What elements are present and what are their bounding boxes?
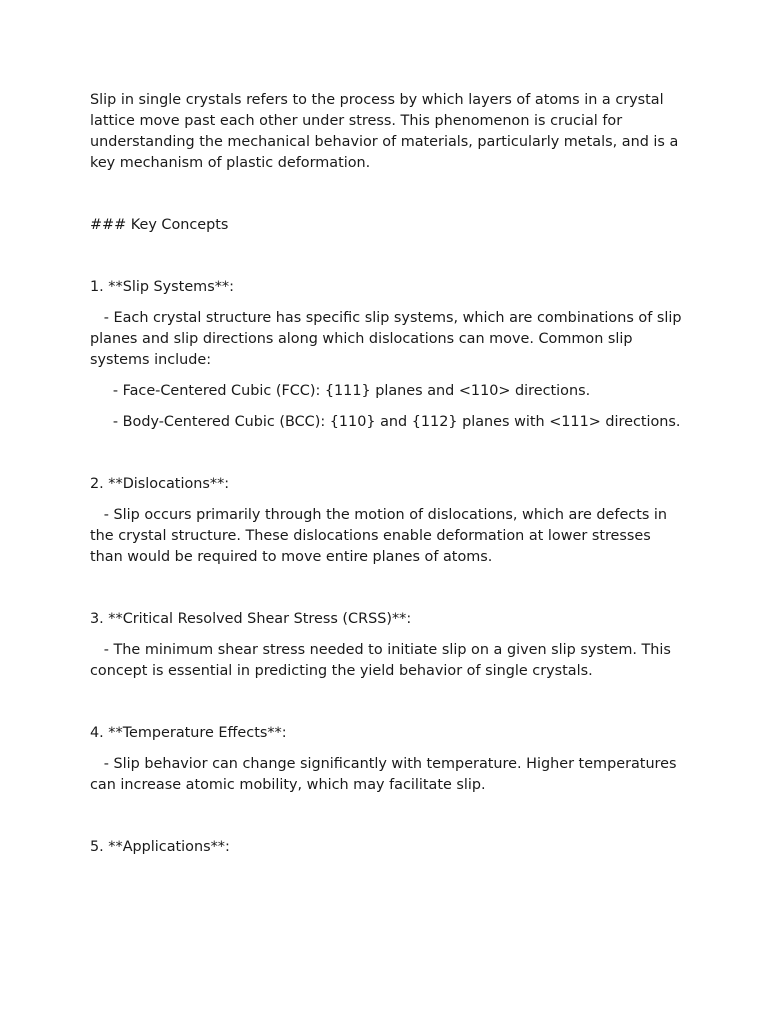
item-title-slip-systems: 1. **Slip Systems**: (90, 279, 234, 295)
item-subpoint-fcc: - Face-Centered Cubic (FCC): {111} planes and <110> directions. (90, 383, 591, 399)
item-subpoint-bcc: - Body-Centered Cubic (BCC): {110} and {112} planes with <111> directions. (90, 414, 681, 430)
document-page (90, 90, 686, 868)
section-heading: ### Key Concepts (90, 217, 229, 233)
item-body-temperature: - Slip behavior can change significantly with temperature. Higher temperatures can increase atomic mobility, which may facilitate slip. (90, 756, 682, 793)
item-title-dislocations: 2. **Dislocations**: (90, 476, 230, 492)
item-body-crss: - The minimum shear stress needed to initiate slip on a given slip system. This concept is essential in predicting the yield behavior of single crystals. (90, 642, 676, 679)
item-title-temperature: 4. **Temperature Effects**: (90, 725, 287, 741)
item-body-slip-systems: - Each crystal structure has specific slip systems, which are combinations of slip planes and slip directions along which dislocations can move. Common slip systems include: (90, 310, 687, 368)
intro-paragraph: Slip in single crystals refers to the process by which layers of atoms in a crystal lattice move past each other under stress. This phenomenon is crucial for understanding the mechanical behavior of materials, particularly metals, and is a key mechanism of plastic deformation. (90, 92, 683, 171)
item-body-dislocations: - Slip occurs primarily through the motion of dislocations, which are defects in the crystal structure. These dislocations enable deformation at lower stresses than would be required to move entire planes of atoms. (90, 507, 672, 565)
item-title-crss: 3. **Critical Resolved Shear Stress (CRSS)**: (90, 611, 412, 627)
item-title-applications: 5. **Applications**: (90, 839, 230, 855)
